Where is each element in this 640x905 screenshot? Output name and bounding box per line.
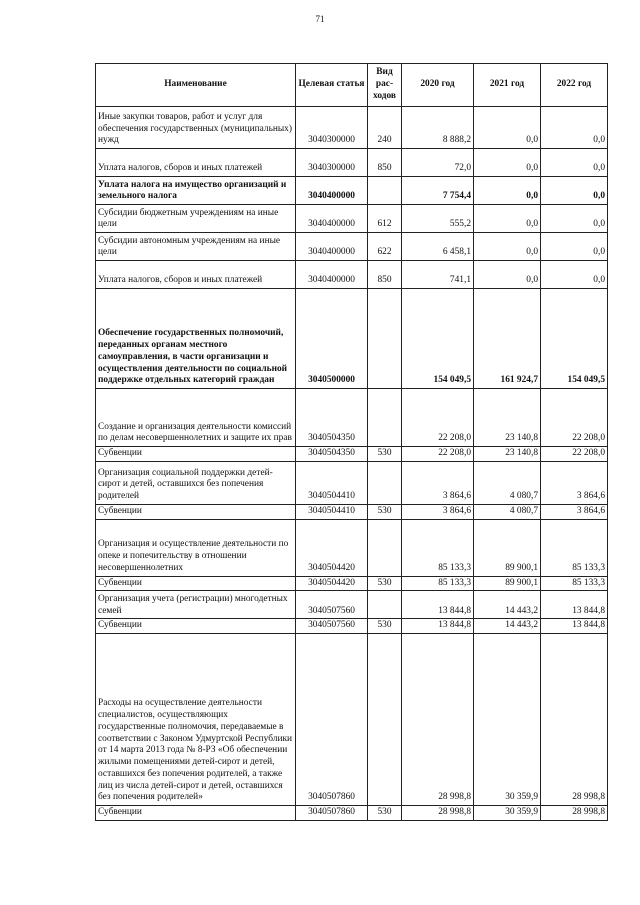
- row-code: 3040500000: [296, 289, 368, 389]
- row-value-2022: 0,0: [541, 177, 608, 205]
- table-row: [96, 447, 608, 462]
- row-value-2021: 0,0: [474, 149, 541, 177]
- row-code: 3040507860: [296, 634, 368, 806]
- table-row: [96, 389, 608, 447]
- row-name: Субсидии бюджетным учреждениям на иные цели: [96, 205, 296, 233]
- row-code: 3040507560: [296, 591, 368, 619]
- row-value-2022: 28 998,8: [541, 634, 608, 806]
- row-value-2022: 0,0: [541, 233, 608, 261]
- row-value-2022: 3 864,6: [541, 504, 608, 519]
- row-value-2020: 7 754,4: [402, 177, 474, 205]
- header-code: Целевая статья: [296, 64, 368, 107]
- row-kind: 530: [368, 504, 402, 519]
- row-code: 3040507860: [296, 806, 368, 821]
- row-value-2022: 22 208,0: [541, 447, 608, 462]
- row-kind: [368, 519, 402, 576]
- table-row: [96, 806, 608, 821]
- row-name: Организация социальной поддержки детей-сирот и детей, оставшихся без попечения родителей: [96, 461, 296, 504]
- row-kind: 850: [368, 149, 402, 177]
- row-value-2020: 555,2: [402, 205, 474, 233]
- row-value-2021: 14 443,2: [474, 591, 541, 619]
- row-code: 3040507560: [296, 619, 368, 634]
- row-kind: [368, 591, 402, 619]
- row-value-2021: 161 924,7: [474, 289, 541, 389]
- row-kind: 530: [368, 619, 402, 634]
- table-row: [96, 205, 608, 233]
- row-value-2022: 22 208,0: [541, 389, 608, 447]
- row-value-2020: 3 864,6: [402, 461, 474, 504]
- row-name: Организация учета (регистрации) многодетных семей: [96, 591, 296, 619]
- row-code: 3040504420: [296, 519, 368, 576]
- row-value-2021: 23 140,8: [474, 389, 541, 447]
- row-name: Расходы на осуществление деятельности специалистов, осуществляющих государственные полномочия, передаваемые в соответствии с Законом Удмуртской Республики от 14 марта 2013 года № 8-РЗ «Об обеспечении жилыми помещениями детей-сирот и детей, оставшихся без попечения родителей, а также лиц из числа детей-сирот и детей, оставшихся без попечения родителей»: [96, 634, 296, 806]
- row-value-2020: 13 844,8: [402, 591, 474, 619]
- page-number: 71: [315, 14, 325, 24]
- header-name: Наименование: [96, 64, 296, 107]
- row-name: Иные закупки товаров, работ и услуг для обеспечения государственных (муниципальных) нужд: [96, 107, 296, 149]
- row-code: 3040504350: [296, 447, 368, 462]
- row-value-2020: 72,0: [402, 149, 474, 177]
- table-row: [96, 634, 608, 806]
- row-value-2022: 0,0: [541, 107, 608, 149]
- row-value-2022: 85 133,3: [541, 519, 608, 576]
- row-value-2020: 741,1: [402, 261, 474, 289]
- table-row: [96, 519, 608, 576]
- row-code: 3040300000: [296, 149, 368, 177]
- row-name: Уплата налога на имущество организаций и земельного налога: [96, 177, 296, 205]
- row-value-2021: 23 140,8: [474, 447, 541, 462]
- row-kind: [368, 389, 402, 447]
- row-name: Уплата налогов, сборов и иных платежей: [96, 149, 296, 177]
- row-name: Субсидии автономным учреждениям на иные цели: [96, 233, 296, 261]
- row-value-2021: 89 900,1: [474, 519, 541, 576]
- row-value-2021: 0,0: [474, 233, 541, 261]
- row-value-2020: 22 208,0: [402, 389, 474, 447]
- row-value-2021: 4 080,7: [474, 461, 541, 504]
- row-code: 3040400000: [296, 205, 368, 233]
- row-value-2020: 6 458,1: [402, 233, 474, 261]
- row-value-2022: 0,0: [541, 261, 608, 289]
- row-name: Субвенции: [96, 619, 296, 634]
- row-kind: [368, 289, 402, 389]
- row-code: 3040300000: [296, 107, 368, 149]
- row-name: Субвенции: [96, 806, 296, 821]
- header-2020: 2020 год: [402, 64, 474, 107]
- table-row: [96, 107, 608, 149]
- row-value-2022: 3 864,6: [541, 461, 608, 504]
- row-value-2022: 0,0: [541, 149, 608, 177]
- row-value-2020: 3 864,6: [402, 504, 474, 519]
- row-name: Уплата налогов, сборов и иных платежей: [96, 261, 296, 289]
- row-value-2021: 89 900,1: [474, 576, 541, 591]
- row-value-2021: 0,0: [474, 261, 541, 289]
- table-row: [96, 149, 608, 177]
- row-code: 3040400000: [296, 177, 368, 205]
- table-row: [96, 591, 608, 619]
- row-kind: [368, 177, 402, 205]
- row-name: Субвенции: [96, 504, 296, 519]
- row-name: Обеспечение государственных полномочий, переданных органам местного самоуправления, в части организации и осуществления деятельности по социальной поддержке отдельных категорий граждан: [96, 289, 296, 389]
- row-code: 3040400000: [296, 233, 368, 261]
- table-row: [96, 261, 608, 289]
- row-value-2020: 13 844,8: [402, 619, 474, 634]
- table-row: [96, 177, 608, 205]
- row-name: Создание и организация деятельности комиссий по делам несовершеннолетних и защите их прав: [96, 389, 296, 447]
- row-value-2021: 0,0: [474, 177, 541, 205]
- row-value-2022: 28 998,8: [541, 806, 608, 821]
- table-row: [96, 461, 608, 504]
- row-value-2021: 14 443,2: [474, 619, 541, 634]
- row-value-2020: 85 133,3: [402, 576, 474, 591]
- row-kind: [368, 634, 402, 806]
- row-value-2020: 22 208,0: [402, 447, 474, 462]
- row-value-2020: 8 888,2: [402, 107, 474, 149]
- header-row: [96, 64, 608, 107]
- row-kind: 622: [368, 233, 402, 261]
- budget-table: [95, 63, 608, 821]
- row-value-2021: 4 080,7: [474, 504, 541, 519]
- table-row: [96, 619, 608, 634]
- row-kind: 530: [368, 447, 402, 462]
- row-value-2022: 13 844,8: [541, 619, 608, 634]
- row-name: Организация и осуществление деятельности по опеке и попечительству в отношении несовершеннолетних: [96, 519, 296, 576]
- row-value-2021: 0,0: [474, 205, 541, 233]
- row-kind: 240: [368, 107, 402, 149]
- row-code: 3040400000: [296, 261, 368, 289]
- row-kind: 530: [368, 806, 402, 821]
- row-code: 3040504410: [296, 504, 368, 519]
- row-kind: 850: [368, 261, 402, 289]
- row-code: 3040504350: [296, 389, 368, 447]
- row-value-2022: 0,0: [541, 205, 608, 233]
- header-2021: 2021 год: [474, 64, 541, 107]
- row-name: Субвенции: [96, 447, 296, 462]
- table-row: [96, 289, 608, 389]
- table-row: [96, 504, 608, 519]
- row-value-2020: 28 998,8: [402, 806, 474, 821]
- row-value-2021: 0,0: [474, 107, 541, 149]
- row-value-2022: 13 844,8: [541, 591, 608, 619]
- row-value-2021: 30 359,9: [474, 634, 541, 806]
- row-value-2020: 85 133,3: [402, 519, 474, 576]
- table-row: [96, 233, 608, 261]
- row-kind: [368, 461, 402, 504]
- row-value-2020: 154 049,5: [402, 289, 474, 389]
- row-kind: 612: [368, 205, 402, 233]
- row-code: 3040504410: [296, 461, 368, 504]
- header-kind: Вид рас- ходов: [368, 64, 402, 107]
- row-value-2022: 154 049,5: [541, 289, 608, 389]
- row-value-2021: 30 359,9: [474, 806, 541, 821]
- row-kind: 530: [368, 576, 402, 591]
- row-name: Субвенции: [96, 576, 296, 591]
- row-code: 3040504420: [296, 576, 368, 591]
- row-value-2022: 85 133,3: [541, 576, 608, 591]
- row-value-2020: 28 998,8: [402, 634, 474, 806]
- header-2022: 2022 год: [541, 64, 608, 107]
- table-row: [96, 576, 608, 591]
